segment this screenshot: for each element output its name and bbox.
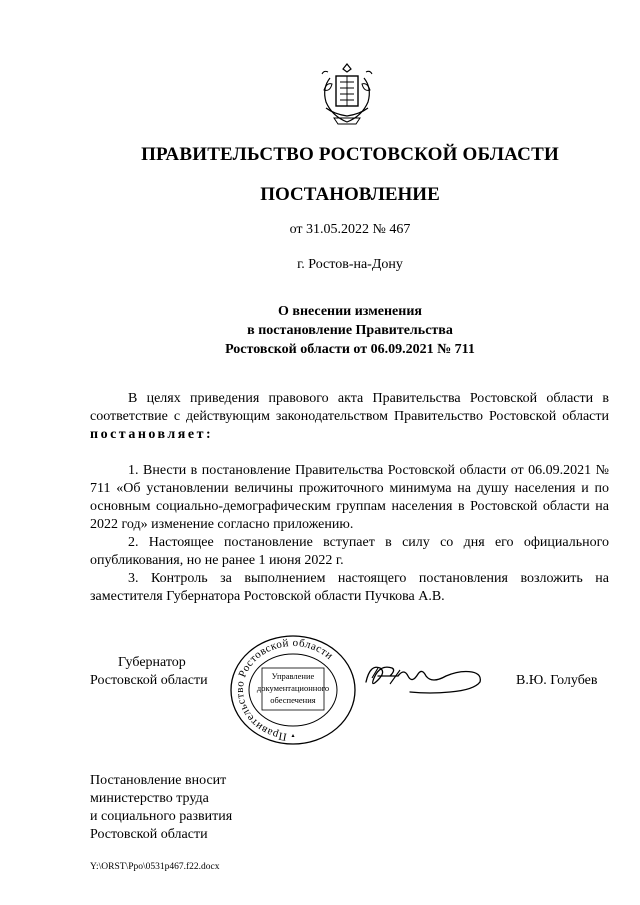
clause-paragraph (90, 462, 609, 534)
stamp-center-line: документационного (256, 683, 330, 693)
clause-text: 3. Контроль за выполнением настоящего постановления возложить на заместителя Губернатора Ростовской области Пучкова А.В. (90, 571, 609, 604)
doc-type: ПОСТАНОВЛЕНИЕ (260, 184, 440, 205)
signer-name: В.Ю. Голубев (516, 673, 598, 688)
doc-subject (60, 302, 640, 359)
note-line: Постановление вносит (90, 773, 227, 788)
clause-paragraph (90, 534, 609, 570)
org-title: ПРАВИТЕЛЬСТВО РОСТОВСКОЙ ОБЛАСТИ (141, 144, 559, 165)
note-line: и социального развития (90, 809, 233, 824)
file-path: Y:\ORST\Ppo\0531p467.f22.docx (90, 862, 220, 872)
signer-title-line: Ростовской области (90, 673, 208, 688)
official-stamp (228, 634, 358, 748)
signer-title-line: Губернатор (118, 655, 186, 670)
preamble-text: В целях приведения правового акта Правительства Ростовской области в соответствие с действующим законодательством Правительство Ростовской области (90, 391, 609, 424)
doc-date-number: от 31.05.2022 № 467 (289, 222, 411, 237)
clause-paragraph (90, 570, 609, 606)
subject-line: О внесении изменения (278, 304, 422, 319)
signer-title (90, 654, 208, 690)
subject-line: в постановление Правительства (247, 323, 453, 338)
doc-place: г. Ростов-на-Дону (297, 257, 403, 272)
stamp-ring-text: Правительство Ростовской области (234, 636, 336, 743)
subject-line: Ростовской области от 06.09.2021 № 711 (225, 342, 475, 357)
stamp-center-line: Управление (271, 671, 315, 681)
clause-text: 1. Внести в постановление Правительства Ростовской области от 06.09.2021 № 711 «Об установлении величины прожиточного минимума на душу населения и по основным социально-демографическим группам населения в Ростовской области на 2022 год» изменение согласно приложению. (90, 463, 609, 532)
note-line: министерство труда (90, 791, 209, 806)
note-line: Ростовской области (90, 827, 208, 842)
stamp-star-icon (292, 734, 295, 737)
submitted-by-note (90, 772, 232, 844)
decree-word: постановляет: (90, 427, 214, 442)
handwritten-signature (360, 656, 500, 696)
stamp-center-line: обеспечения (270, 695, 316, 705)
coat-of-arms-icon (316, 60, 378, 130)
clause-text: 2. Настоящее постановление вступает в силу со дня его официального опубликования, но не ранее 1 июня 2022 г. (90, 535, 609, 568)
preamble-paragraph (90, 390, 609, 444)
